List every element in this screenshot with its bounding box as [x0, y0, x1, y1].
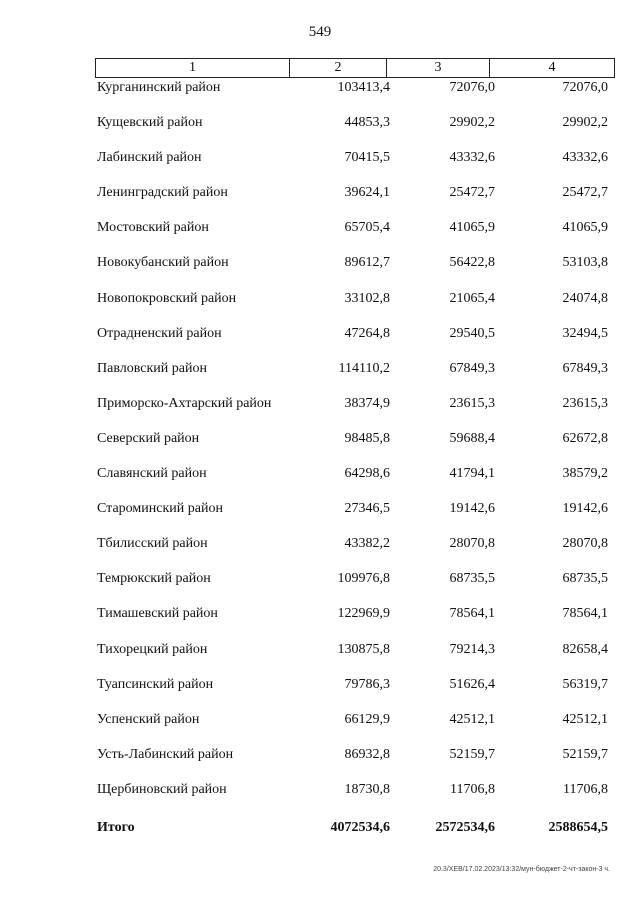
table-header — [95, 58, 615, 78]
col-4-value: 41065,9 — [562, 220, 608, 236]
table-row — [95, 640, 615, 675]
table-row — [95, 534, 615, 569]
col-3-value: 19142,6 — [449, 501, 495, 517]
header-col-2: 2 — [290, 59, 387, 77]
table-row — [95, 745, 615, 780]
col-3-value: 28070,8 — [449, 536, 495, 552]
col-4-value: 28070,8 — [562, 536, 608, 552]
col-2-value: 64298,6 — [344, 466, 390, 482]
district-name: Кущевский район — [97, 115, 203, 131]
table-row — [95, 394, 615, 429]
col-3-value: 59688,4 — [449, 430, 495, 446]
col-4-value: 38579,2 — [562, 466, 608, 482]
district-name: Павловский район — [97, 360, 207, 376]
table-row — [95, 148, 615, 183]
district-name: Мостовский район — [97, 220, 209, 236]
col-3-value: 68735,5 — [449, 571, 495, 587]
col-4-value: 53103,8 — [562, 255, 608, 271]
col-2-value: 98485,8 — [344, 430, 390, 446]
col-2-value: 79786,3 — [344, 676, 390, 692]
district-name: Приморско-Ахтарский район — [97, 395, 272, 411]
table-body — [95, 78, 615, 815]
col-4-value: 67849,3 — [562, 360, 608, 376]
total-col-3: 2572534,6 — [435, 820, 495, 835]
col-4-value: 72076,0 — [562, 80, 608, 95]
col-3-value: 56422,8 — [449, 255, 495, 271]
table-row — [95, 289, 615, 324]
table-row — [95, 464, 615, 499]
col-2-value: 27346,5 — [344, 501, 390, 517]
col-2-value: 38374,9 — [344, 395, 390, 411]
district-name: Ленинградский район — [97, 185, 228, 201]
table-row — [95, 604, 615, 639]
col-4-value: 29902,2 — [562, 115, 608, 131]
district-name: Успенский район — [97, 711, 200, 727]
table-row — [95, 218, 615, 253]
col-4-value: 62672,8 — [562, 430, 608, 446]
district-name: Тихорецкий район — [97, 641, 208, 657]
district-name: Туапсинский район — [97, 676, 214, 692]
table-row — [95, 780, 615, 815]
col-4-value: 56319,7 — [562, 676, 608, 692]
col-2-value: 33102,8 — [344, 290, 390, 306]
col-2-value: 18730,8 — [344, 781, 390, 797]
col-4-value: 78564,1 — [562, 606, 608, 622]
district-name: Усть-Лабинский район — [97, 746, 234, 762]
col-4-value: 42512,1 — [562, 711, 608, 727]
col-2-value: 89612,7 — [344, 255, 390, 271]
header-col-1: 1 — [96, 59, 290, 77]
col-4-value: 82658,4 — [562, 641, 608, 657]
col-3-value: 67849,3 — [449, 360, 495, 376]
col-3-value: 23615,3 — [449, 395, 495, 411]
table-row — [95, 710, 615, 745]
col-3-value: 78564,1 — [449, 606, 495, 622]
col-3-value: 41794,1 — [449, 466, 495, 482]
col-2-value: 66129,9 — [344, 711, 390, 727]
district-name: Темрюкский район — [97, 571, 211, 587]
col-3-value: 52159,7 — [449, 746, 495, 762]
table-row — [95, 359, 615, 394]
col-2-value: 47264,8 — [344, 325, 390, 341]
district-name: Новокубанский район — [97, 255, 229, 271]
col-4-value: 19142,6 — [562, 501, 608, 517]
table-row — [95, 253, 615, 288]
col-3-value: 79214,3 — [449, 641, 495, 657]
col-2-value: 114110,2 — [338, 360, 390, 376]
col-2-value: 86932,8 — [344, 746, 390, 762]
district-name: Отрадненский район — [97, 325, 222, 341]
col-3-value: 29902,2 — [449, 115, 495, 131]
col-3-value: 42512,1 — [449, 711, 495, 727]
district-name: Лабинский район — [97, 150, 202, 166]
table-row — [95, 113, 615, 148]
col-2-value: 122969,9 — [337, 606, 390, 622]
col-2-value: 65705,4 — [344, 220, 390, 236]
district-name: Славянский район — [97, 466, 207, 482]
district-name: Тбилисский район — [97, 536, 208, 552]
district-name: Северский район — [97, 430, 200, 446]
col-2-value: 39624,1 — [344, 185, 390, 201]
col-3-value: 29540,5 — [449, 325, 495, 341]
col-3-value: 11706,8 — [450, 781, 495, 797]
table-row — [95, 499, 615, 534]
district-name: Новопокровский район — [97, 290, 237, 306]
col-4-value: 23615,3 — [562, 395, 608, 411]
col-3-value: 51626,4 — [449, 676, 495, 692]
page-number: 549 — [308, 24, 332, 40]
table-row — [95, 183, 615, 218]
col-2-value: 109976,8 — [337, 571, 390, 587]
col-3-value: 25472,7 — [449, 185, 495, 201]
district-name: Тимашевский район — [97, 606, 218, 622]
table-row — [95, 429, 615, 464]
col-4-value: 52159,7 — [562, 746, 608, 762]
total-label: Итого — [97, 820, 135, 835]
total-row — [95, 820, 615, 840]
district-name: Курганинский район — [97, 80, 221, 95]
col-3-value: 21065,4 — [449, 290, 495, 306]
col-3-value: 72076,0 — [449, 80, 495, 95]
table-row — [95, 569, 615, 604]
col-4-value: 68735,5 — [562, 571, 608, 587]
header-col-4: 4 — [548, 60, 556, 75]
col-4-value: 11706,8 — [563, 781, 608, 797]
col-2-value: 43382,2 — [344, 536, 390, 552]
col-2-value: 130875,8 — [337, 641, 390, 657]
total-col-4: 2588654,5 — [548, 820, 608, 835]
table-row — [95, 675, 615, 710]
district-name: Староминский район — [97, 501, 223, 517]
district-name: Щербиновский район — [97, 781, 227, 797]
col-4-value: 32494,5 — [562, 325, 608, 341]
table-row — [95, 78, 615, 113]
col-4-value: 43332,6 — [562, 150, 608, 166]
total-col-2: 4072534,6 — [330, 820, 390, 835]
col-2-value: 44853,3 — [344, 115, 390, 131]
col-2-value: 103413,4 — [337, 80, 390, 95]
col-4-value: 24074,8 — [562, 290, 608, 306]
table-row — [95, 324, 615, 359]
col-3-value: 41065,9 — [449, 220, 495, 236]
col-3-value: 43332,6 — [449, 150, 495, 166]
header-col-3: 3 — [387, 59, 490, 77]
col-2-value: 70415,5 — [344, 150, 390, 166]
footer-note: 20.3/ХЕВ/17.02.2023/13:32/мун-бюджет-2-чт-закон-3 ч. — [433, 866, 610, 873]
col-4-value: 25472,7 — [562, 185, 608, 201]
